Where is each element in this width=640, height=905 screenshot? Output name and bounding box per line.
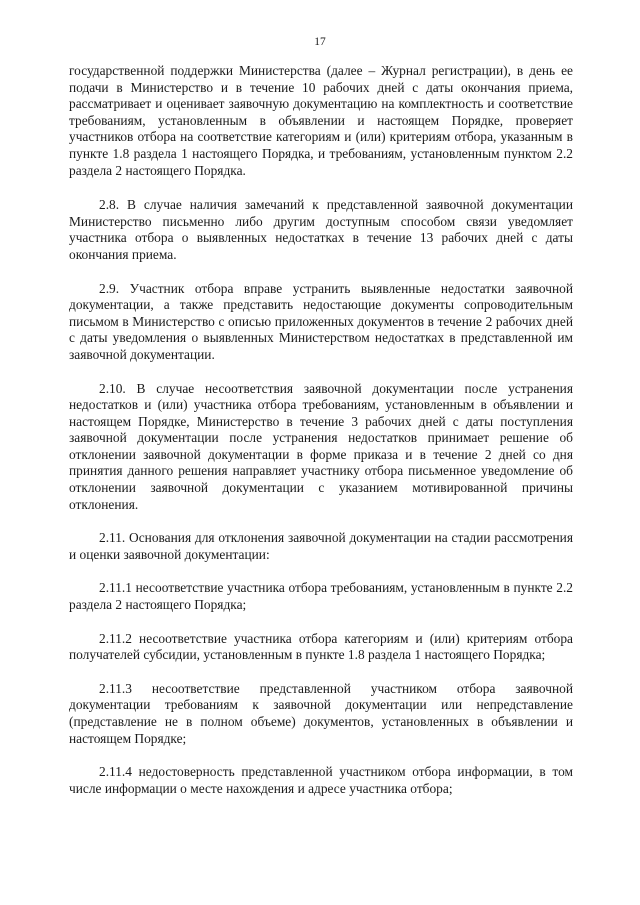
document-body [69,63,573,814]
paragraph-2-8: 2.8. В случае наличия замечаний к представленной заявочной документации Министерство письменно либо другим доступным способом связи уведомляет участника отбора о выявленных недостатках в течение 13 рабочих дней с даты окончания приема. [69,197,573,262]
paragraph-2-11-3: 2.11.3 несоответствие представленной участником отбора заявочной документации требованиям к заявочной документации или непредставление (представление не в полном объеме) документов, установленных в объявлении и настоящем Порядке; [69,680,573,746]
paragraph-2-9: 2.9. Участник отбора вправе устранить выявленные недостатки заявочной документации, а также представить недостающие документы сопроводительным письмом в Министерство с описью приложенных документов в течение 2 рабочих дней с даты уведомления о выявленных Министерством недостатках в представленной им заявочной документации. [69,280,573,362]
paragraph-2-11-4: 2.11.4 недостоверность представленной участником отбора информации, в том числе информации о месте нахождения и адресе участника отбора; [69,764,573,796]
paragraph-2-11-1: 2.11.1 несоответствие участника отбора требованиям, установленным в пункте 2.2 раздела 2 настоящего Порядка; [69,580,573,613]
paragraph-2-10: 2.10. В случае несоответствия заявочной документации после устранения недостатков и (или) участника отбора требованиям, установленным в объявлении и настоящем Порядке, Министерство в течение 3 рабочих дней с даты поступления заявочной документации после устранения недостатков принимает решение об отклонении заявочной документации в форме приказа и в течение 2 дней со дня принятия данного решения направляет участнику отбора письменное уведомление об отклонении заявочной документации с указанием мотивированной причины отклонения. [69,380,573,512]
paragraph-continuation: государственной поддержки Министерства (далее – Журнал регистрации), в день ее подачи в Министерство и в течение 10 рабочих дней с даты окончания приема, рассматривает и оценивает заявочную документацию на комплектность и соответствие требованиям, установленным в объявлении и настоящем Порядке, проверяет участников отбора на соответствие категориям и (или) критериям отбора, указанным в пункте 1.8 раздела 1 настоящего Порядка, и требованиям, установленным пунктом 2.2 раздела 2 настоящего Порядка. [69,63,573,178]
paragraph-2-11: 2.11. Основания для отклонения заявочной документации на стадии рассмотрения и оценки заявочной документации: [69,530,573,562]
page-number: 17 [314,36,326,48]
paragraph-2-11-2: 2.11.2 несоответствие участника отбора категориям и (или) критериям отбора получателей субсидии, установленным в пункте 1.8 раздела 1 настоящего Порядка; [69,630,573,663]
